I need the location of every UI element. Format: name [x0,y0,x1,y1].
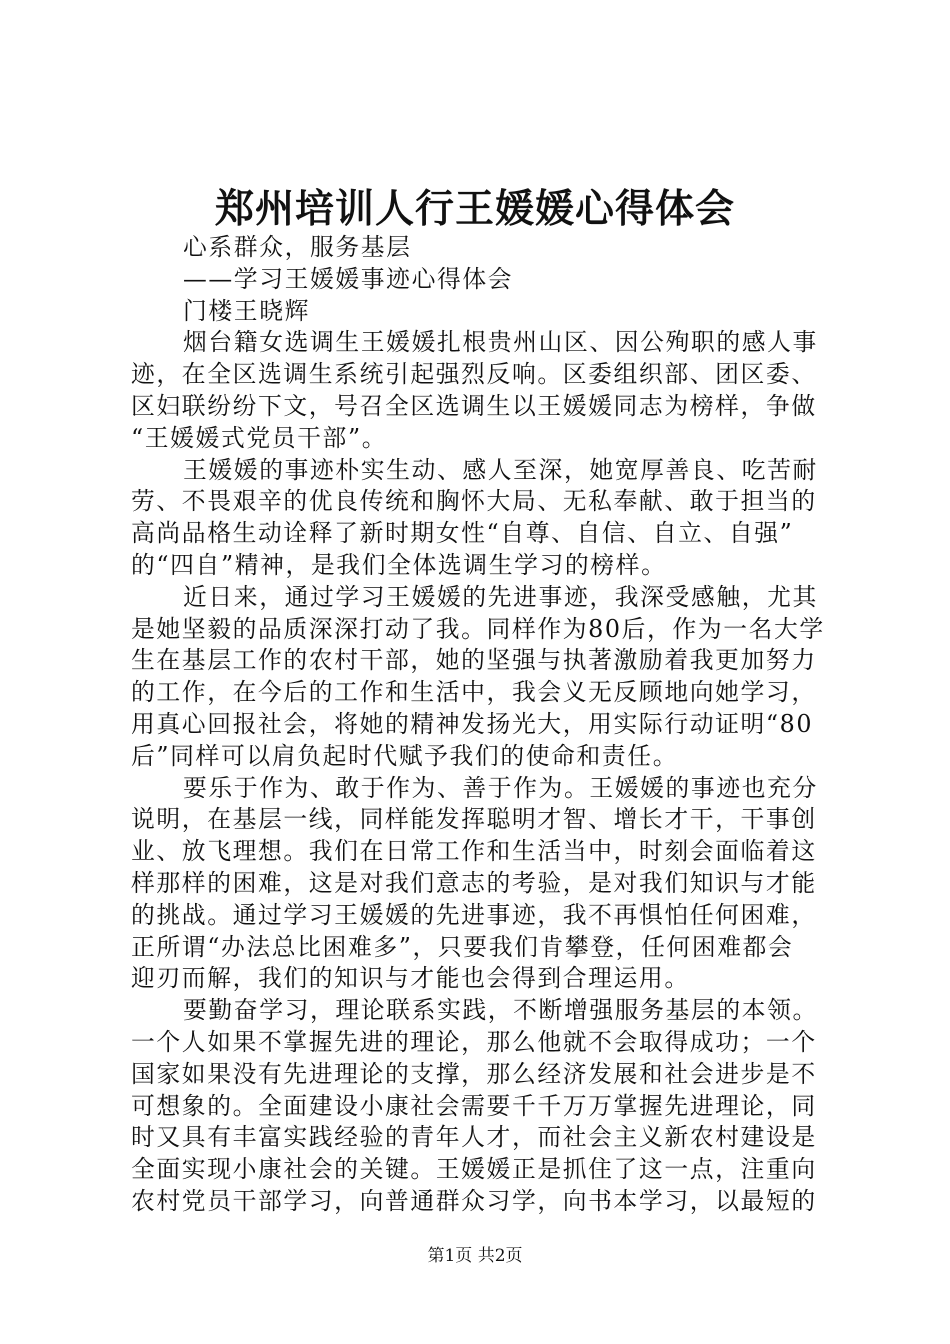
body-line: 的挑战。通过学习王媛媛的先进事迹，我不再惧怕任何困难， [131,900,817,929]
body-line: 的工作，在今后的工作和生活中，我会义无反顾地向她学习， [131,678,817,707]
body-line: 后”同样可以肩负起时代赋予我们的使命和责任。 [131,741,679,770]
body-line: 生在基层工作的农村干部，她的坚强与执著激励着我更加努力 [131,646,817,675]
body-line: 高尚品格生动诠释了新时期女性“自尊、自信、自立、自强” [131,519,794,548]
body-line: 近日来，通过学习王媛媛的先进事迹，我深受感触，尤其 [183,582,818,611]
body-line: “王媛媛式党员干部”。 [131,423,388,452]
body-line: 时又具有丰富实践经验的青年人才，而社会主义新农村建设是 [131,1123,817,1152]
document-title: 郑州培训人行王媛媛心得体会 [214,186,735,232]
body-line: 要勤奋学习，理论联系实践，不断增强服务基层的本领。 [183,996,818,1025]
body-line: 可想象的。全面建设小康社会需要千千万万掌握先进理论，同 [131,1091,817,1120]
body-line: 迎刃而解，我们的知识与才能也会得到合理运用。 [131,964,690,993]
body-line: 劳、不畏艰辛的优良传统和胸怀大局、无私奉献、敢于担当的 [131,487,817,516]
body-line: 的“四自”精神，是我们全体选调生学习的榜样。 [131,550,667,579]
body-line: 国家如果没有先进理论的支撑，那么经济发展和社会进步是不 [131,1059,817,1088]
body-line: 用真心回报社会，将她的精神发扬光大，用实际行动证明“80 [131,709,814,738]
body-line: 一个人如果不掌握先进的理论，那么他就不会取得成功；一个 [131,1027,817,1056]
body-line: 心系群众，服务基层 [183,233,412,261]
document-body [131,232,831,1218]
body-line: 王媛媛的事迹朴实生动、感人至深，她宽厚善良、吃苦耐 [183,455,818,484]
body-line: 区妇联纷纷下文，号召全区选调生以王媛媛同志为榜样，争做 [131,391,817,420]
body-line: 要乐于作为、敢于作为、善于作为。王媛媛的事迹也充分 [183,773,818,802]
body-line: 是她坚毅的品质深深打动了我。同样作为80后，作为一名大学 [131,614,825,643]
page-footer: 第1页 共2页 [427,1246,523,1266]
body-line: 农村党员干部学习，向普通群众习学，向书本学习，以最短的 [131,1186,817,1215]
body-line: 样那样的困难，这是对我们意志的考验，是对我们知识与才能 [131,868,817,897]
body-line: ——学习王媛媛事迹心得体会 [183,264,514,293]
body-line: 业、放飞理想。我们在日常工作和生活当中，时刻会面临着这 [131,837,817,866]
body-line: 全面实现小康社会的关键。王媛媛正是抓住了这一点，注重向 [131,1155,817,1184]
body-line: 说明，在基层一线，同样能发挥聪明才智、增长才干，干事创 [131,805,817,834]
body-line: 烟台籍女选调生王媛媛扎根贵州山区、因公殉职的感人事 [183,328,818,357]
body-line: 门楼王晓辉 [183,296,310,325]
body-line: 迹，在全区选调生系统引起强烈反响。区委组织部、团区委、 [131,360,817,389]
body-line: 正所谓“办法总比困难多”，只要我们肯攀登，任何困难都会 [131,932,794,961]
